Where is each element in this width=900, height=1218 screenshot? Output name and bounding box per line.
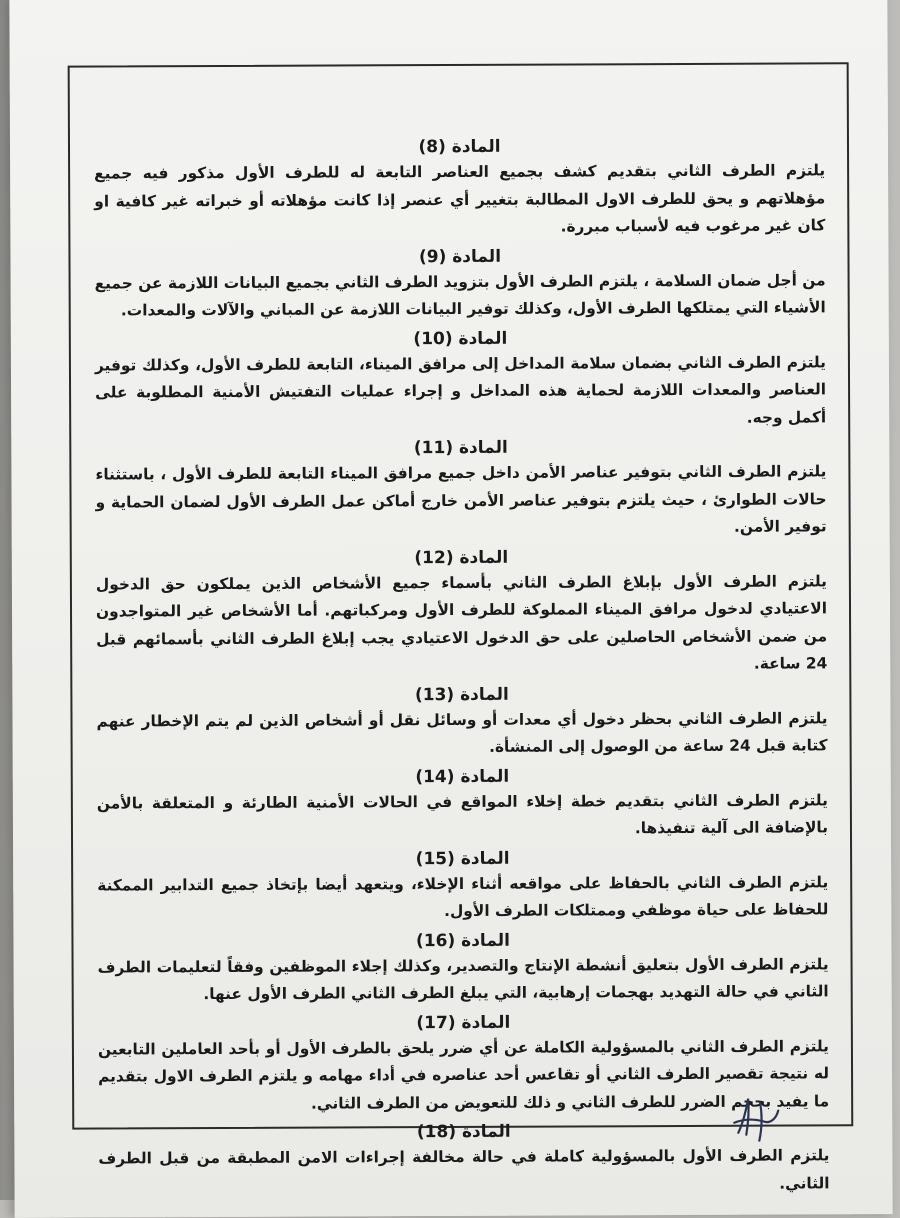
article-16-text: يلتزم الطرف الأول بتعليق أنشطة الإنتاج والتصدير، وكذلك إجلاء الموظفين وفقاً لتعليمات الطرف الثاني في حالة التهديد بهجمات إرهابية، التي يبلغ الطرف الثاني الطرف الأول عنها. [97, 954, 829, 1004]
article-14-title: المادة (14) [415, 766, 510, 787]
articles-container [94, 134, 830, 1204]
article-12-title: المادة (12) [414, 547, 509, 568]
article-15-text: يلتزم الطرف الثاني بالحفاظ على مواقعه أثناء الإخلاء، ويتعهد أيضا بإتخاذ جميع التدابير الممكنة للحفاظ على حياة موظفي وممتلكات الطرف الأول. [97, 872, 829, 921]
article-13-text: يلتزم الطرف الثاني بحظر دخول أي معدات أو وسائل نقل أو أشخاص الذين لم يتم الإخطار عنهم كتابة قبل 24 ساعة من الوصول إلى المنشأة. [96, 708, 828, 756]
article-15-title: المادة (15) [415, 848, 510, 869]
article-12-text: يلتزم الطرف الأول بإبلاغ الطرف الثاني بأسماء جميع الأشخاص الذين يملكون حق الدخول الاعتيادي لدخول مرافق الميناء المملوكة للطرف الأول ومركباتهم. أما الأشخاص غير المتواجدون من ضمن الأشخاص الحاصلين على حق الدخول الاعتيادي يجب إبلاغ الطرف الثاني بأسمائهم قبل 24 ساعة. [95, 571, 828, 673]
article-14-text: يلتزم الطرف الثاني بتقديم خطة إخلاء المواقع في الحالات الأمنية الطارئة و المتعلقة بالأمن بالإضافة الى آلية تنفيذها. [96, 790, 829, 838]
document-page [9, 0, 892, 1218]
page-border-frame [68, 62, 854, 1193]
article-11-title: المادة (11) [413, 437, 508, 459]
article-9-text: من أجل ضمان السلامة ، يلتزم الطرف الأول بتزويد الطرف الثاني بجميع البيانات اللازمة عن جميع الأشياء التي يمتلكها الطرف الأول، وكذلك توفير البيانات اللازمة عن المباني والآلات والمعدات. [94, 270, 826, 320]
article-10-title: المادة (10) [413, 328, 508, 349]
article-18-text: يلتزم الطرف الأول بالمسؤولية كاملة في حالة مخالفة إجراءات الامن المطبقة من قبل الطرف الثاني. [98, 1146, 830, 1193]
article-17-text: يلتزم الطرف الثاني بالمسؤولية الكاملة عن أي ضرر يلحق بالطرف الأول أو بأحد العاملين التابعين له نتيجة تقصير الطرف الثاني أو تقاعس أحد عناصره في أداء مهامه و يلتزم الطرف الاول بتقديم ما يفيد بحجم الضرر للطرف الثاني و ذلك للتعويض من الطرف الثاني. [97, 1036, 830, 1113]
article-16-title: المادة (16) [415, 930, 510, 951]
handwritten-signature [732, 1089, 782, 1145]
article-11-text: يلتزم الطرف الثاني بتوفير عناصر الأمن داخل جميع مرافق الميناء التابعة للطرف الأول ، باستثناء حالات الطوارئ ، حيث يلتزم بتوفير عناصر الأمن خارج أماكن عمل الطرف الأول لضمان الحماية و توفير الأمن. [95, 462, 827, 536]
article-13-title: المادة (13) [414, 684, 509, 705]
article-17-title: المادة (17) [416, 1012, 511, 1033]
article-8-title: المادة (8) [418, 136, 501, 158]
signature-stroke [734, 1111, 778, 1123]
article-18-title: المادة (18) [416, 1121, 511, 1143]
article-8-text: يلتزم الطرف الثاني بتقديم كشف بجميع العناصر التابعة له للطرف الأول مذكور فيه جميع مؤهلاتهم و يحق للطرف الاول المطالبة بتغيير أي عنصر إذا كانت مؤهلاته أو خبراته غير كافية او كان غير مرغوب فيه لأسباب مبررة. [94, 161, 826, 236]
article-10-text: يلتزم الطرف الثاني بضمان سلامة المداخل إلى مرافق الميناء، التابعة للطرف الأول، وكذلك توفير العناصر والمعدات اللازمة لحماية هذه المداخل و إجراء عمليات التفتيش الأمنية المطلوبة على أكمل وجه. [94, 352, 827, 427]
article-9-title: المادة (9) [418, 246, 502, 267]
signature-stroke [738, 1099, 749, 1135]
